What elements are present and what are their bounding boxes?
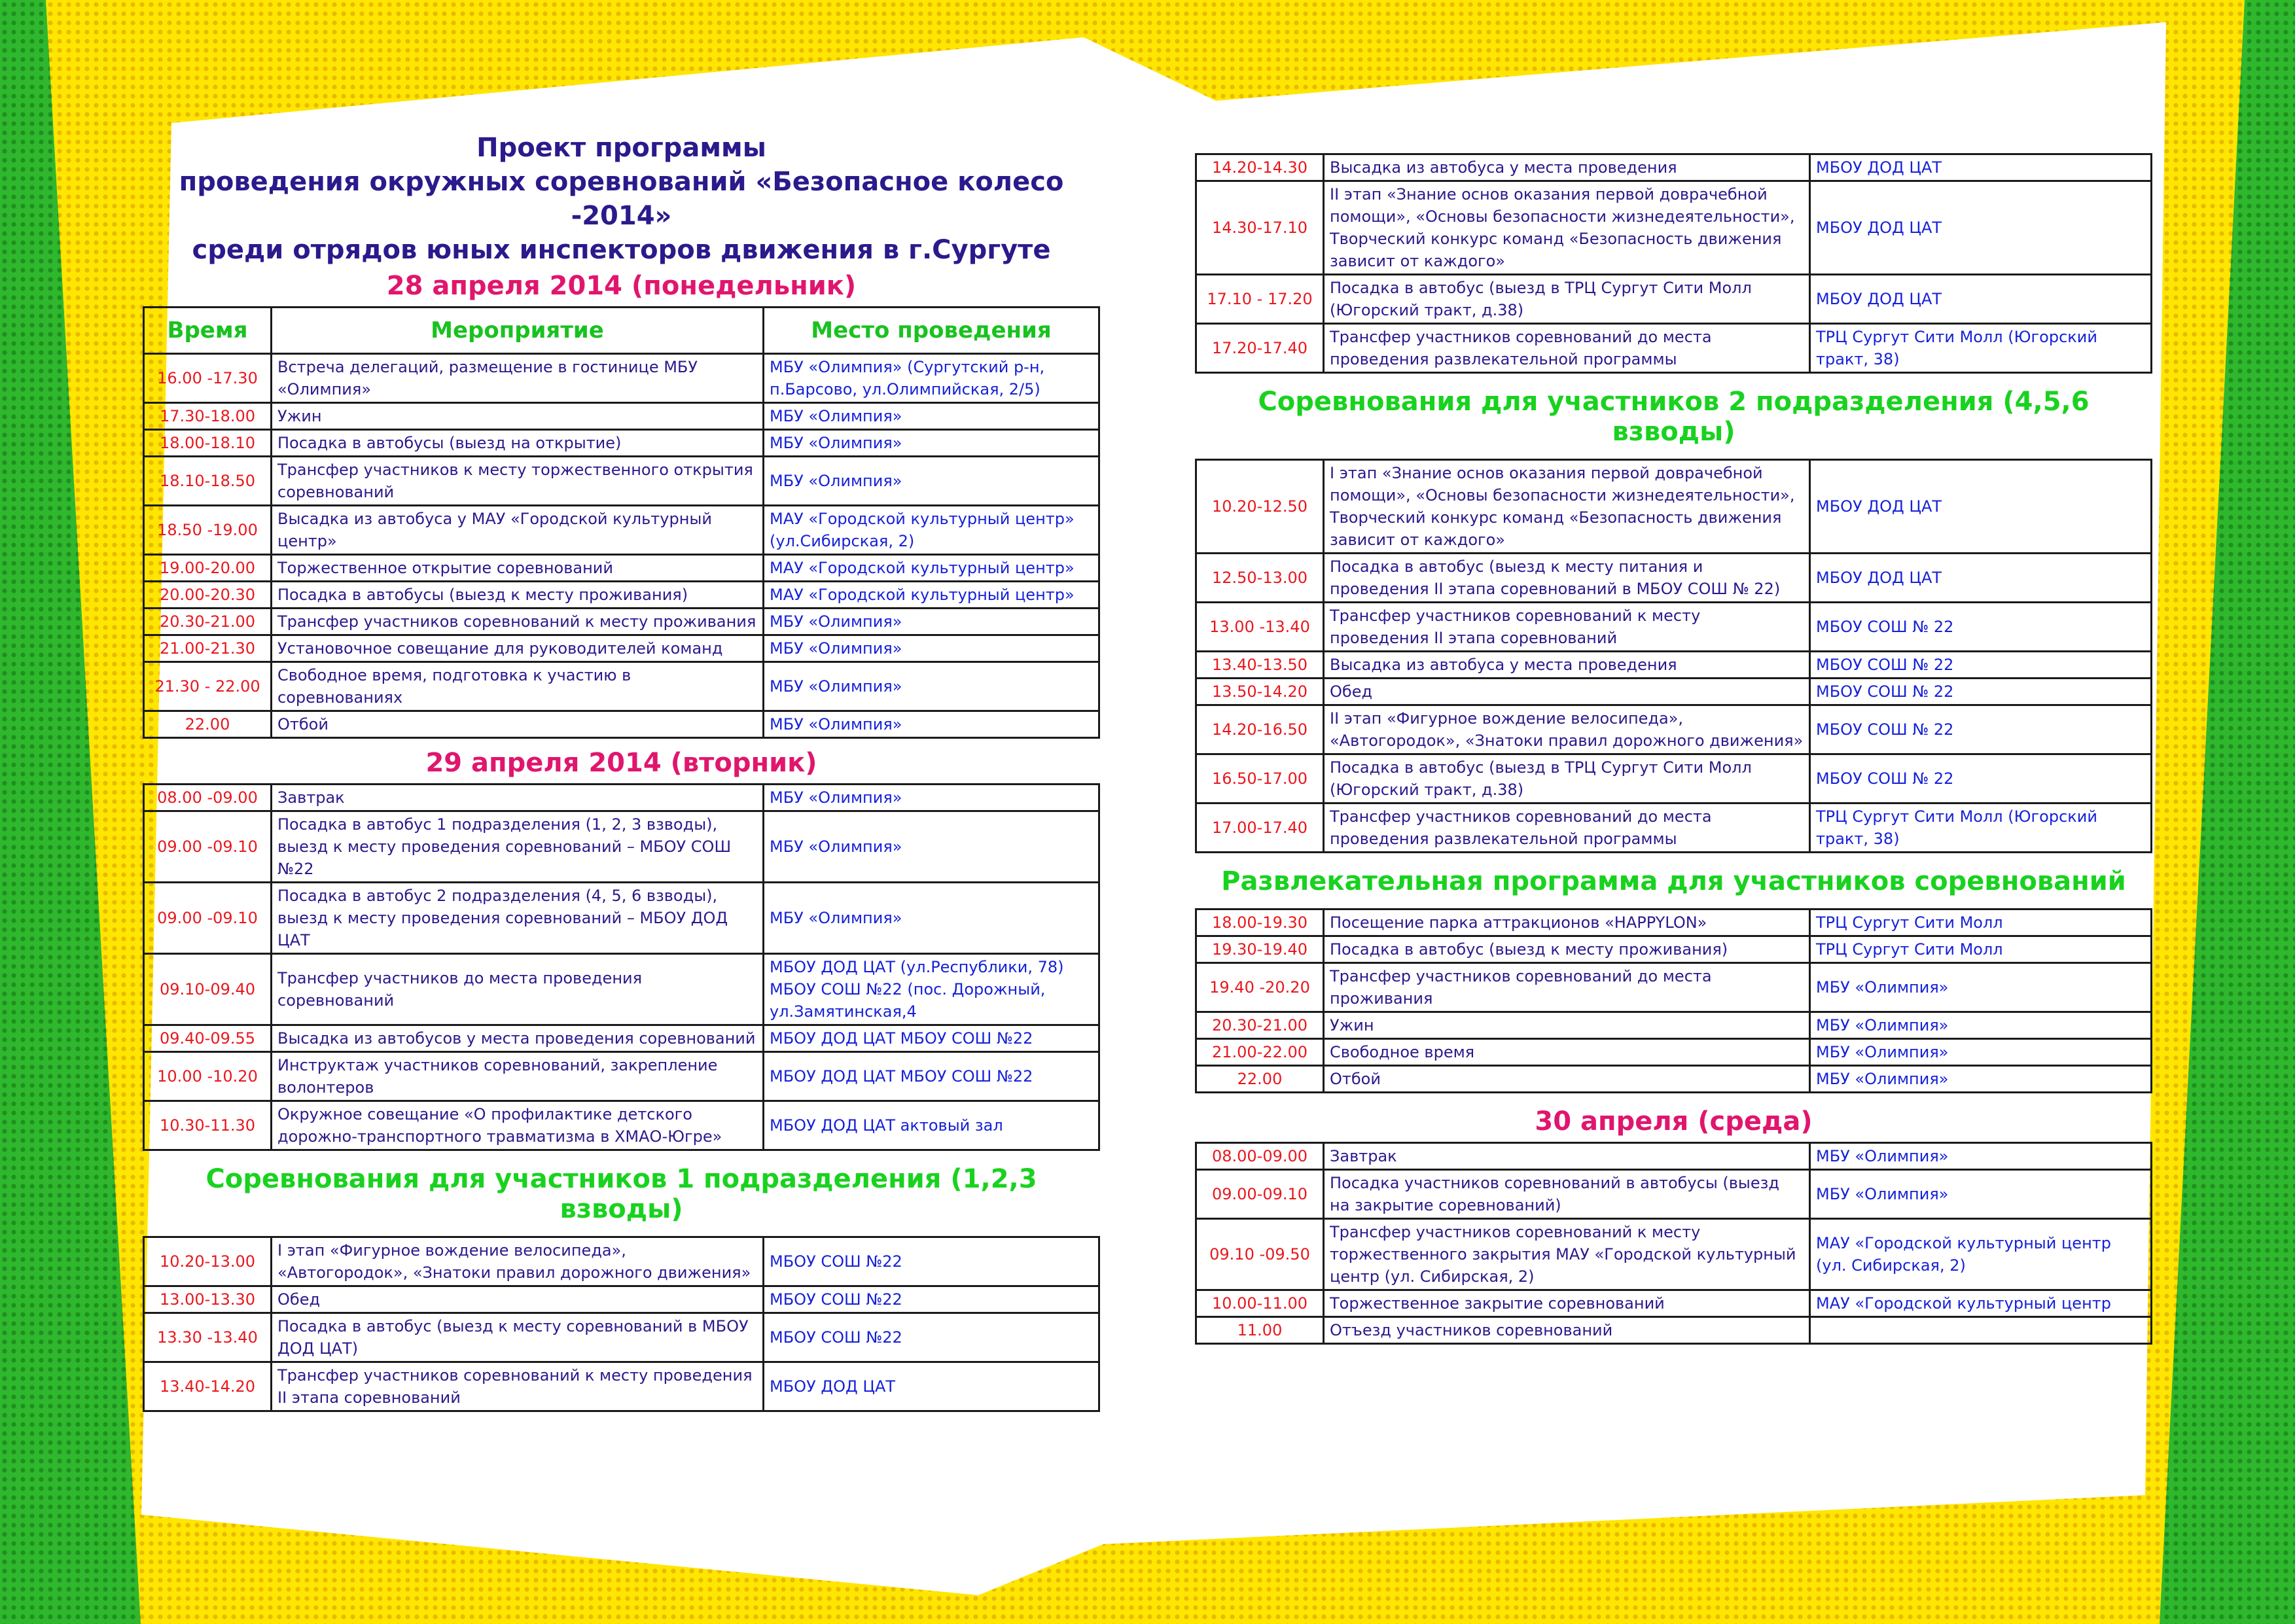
- schedule-place: МБУ «Олимпия»: [1810, 1143, 2152, 1170]
- schedule-place: МБУ «Олимпия»: [764, 457, 1099, 506]
- schedule-time: 18.10-18.50: [144, 457, 272, 506]
- schedule-time: 21.30 - 22.00: [144, 662, 272, 711]
- day3-table: [1195, 1142, 2152, 1345]
- title-line-1: Проект программы: [476, 133, 766, 163]
- schedule-event: Завтрак: [272, 785, 764, 811]
- schedule-event: Высадка из автобуса у места проведения: [1324, 154, 1810, 181]
- schedule-event: Отбой: [272, 711, 764, 738]
- schedule-place: МБОУ ДОД ЦАТ: [1810, 554, 2152, 603]
- section1-rows: [144, 1237, 1099, 1411]
- day3-rows: [1196, 1143, 2152, 1344]
- schedule-place: МБОУ ДОД ЦАТ актовый зал: [764, 1101, 1099, 1150]
- schedule-place: МБОУ СОШ № 22: [1810, 679, 2152, 705]
- schedule-place: МБУ «Олимпия»: [764, 609, 1099, 635]
- schedule-time: 18.00-19.30: [1196, 909, 1324, 936]
- schedule-time: 09.10 -09.50: [1196, 1219, 1324, 1290]
- section2-table: [1195, 459, 2152, 853]
- table-row: [144, 662, 1099, 711]
- schedule-event: Посадка в автобусы (выезд на открытие): [272, 430, 764, 457]
- schedule-place: МАУ «Городской культурный центр» (ул.Сибирская, 2): [764, 506, 1099, 555]
- schedule-time: 19.00-20.00: [144, 555, 272, 582]
- schedule-event: Посадка участников соревнований в автобусы (выезд на закрытие соревнований): [1324, 1170, 1810, 1219]
- document-title: [143, 131, 1100, 267]
- schedule-place: ТРЦ Сургут Сити Молл (Югорский тракт, 38): [1810, 324, 2152, 373]
- schedule-event: Торжественное открытие соревнований: [272, 555, 764, 582]
- day1-table: [143, 306, 1100, 739]
- table-row: [1196, 679, 2152, 705]
- schedule-place: МБУ «Олимпия»: [764, 883, 1099, 954]
- schedule-time: 10.00 -10.20: [144, 1052, 272, 1101]
- table-row: [1196, 1143, 2152, 1170]
- schedule-place: МАУ «Городской культурный центр: [1810, 1290, 2152, 1317]
- schedule-event: Трансфер участников соревнований к месту проведения II этапа соревнований: [1324, 603, 1810, 652]
- schedule-place: МБУ «Олимпия»: [1810, 1012, 2152, 1039]
- header-event: Мероприятие: [272, 308, 764, 354]
- schedule-time: 10.20-12.50: [1196, 460, 1324, 554]
- schedule-time: 13.40-13.50: [1196, 652, 1324, 679]
- table-row: [1196, 554, 2152, 603]
- schedule-place: МБУ «Олимпия»: [764, 403, 1099, 430]
- section2-rows: [1196, 460, 2152, 853]
- schedule-time: 09.00-09.10: [1196, 1170, 1324, 1219]
- schedule-event: Отъезд участников соревнований: [1324, 1317, 1810, 1344]
- table-row: [1196, 754, 2152, 803]
- schedule-event: Трансфер участников к месту торжественного открытия соревнований: [272, 457, 764, 506]
- schedule-event: Трансфер участников соревнований до места проживания: [1324, 963, 1810, 1012]
- table-row: [1196, 963, 2152, 1012]
- schedule-place: МАУ «Городской культурный центр»: [764, 582, 1099, 609]
- table-row: [1196, 705, 2152, 754]
- schedule-time: 13.00-13.30: [144, 1286, 272, 1313]
- schedule-time: 13.40-14.20: [144, 1362, 272, 1411]
- schedule-time: 19.30-19.40: [1196, 936, 1324, 963]
- schedule-event: Свободное время, подготовка к участию в соревнованиях: [272, 662, 764, 711]
- schedule-time: 10.30-11.30: [144, 1101, 272, 1150]
- table-row: [1196, 1039, 2152, 1066]
- schedule-event: Встреча делегаций, размещение в гостинице МБУ «Олимпия»: [272, 354, 764, 403]
- schedule-time: 13.30 -13.40: [144, 1313, 272, 1362]
- schedule-time: 17.10 - 17.20: [1196, 275, 1324, 324]
- schedule-time: 18.50 -19.00: [144, 506, 272, 555]
- table-row: [144, 609, 1099, 635]
- table-row: [144, 954, 1099, 1025]
- schedule-event: Торжественное закрытие соревнований: [1324, 1290, 1810, 1317]
- schedule-event: I этап «Фигурное вождение велосипеда», «Автогородок», «Знатоки правил дорожного движения»: [272, 1237, 764, 1286]
- schedule-time: 10.00-11.00: [1196, 1290, 1324, 1317]
- schedule-place: ТРЦ Сургут Сити Молл: [1810, 936, 2152, 963]
- table-row: [1196, 1012, 2152, 1039]
- table-row: [1196, 652, 2152, 679]
- schedule-place: МБУ «Олимпия»: [764, 430, 1099, 457]
- table-row: [144, 1313, 1099, 1362]
- table-row: [144, 354, 1099, 403]
- schedule-time: 11.00: [1196, 1317, 1324, 1344]
- schedule-time: 08.00 -09.00: [144, 785, 272, 811]
- schedule-place: МБУ «Олимпия»: [1810, 1066, 2152, 1093]
- table-row: [144, 811, 1099, 883]
- day2-heading: 29 апреля 2014 (вторник): [425, 748, 817, 778]
- table-row: [1196, 1219, 2152, 1290]
- table-row: [144, 457, 1099, 506]
- table-row: [1196, 1066, 2152, 1093]
- schedule-time: 20.30-21.00: [1196, 1012, 1324, 1039]
- schedule-time: 13.00 -13.40: [1196, 603, 1324, 652]
- table-row: [1196, 936, 2152, 963]
- schedule-time: 22.00: [144, 711, 272, 738]
- table-row: [144, 430, 1099, 457]
- table-row: [1196, 324, 2152, 373]
- schedule-place: МБУ «Олимпия»: [764, 711, 1099, 738]
- table-header-row: [144, 308, 1099, 354]
- schedule-place: МБОУ ДОД ЦАТ (ул.Республики, 78) МБОУ СОШ №22 (пос. Дорожный, ул.Замятинская,4: [764, 954, 1099, 1025]
- schedule-event: Обед: [1324, 679, 1810, 705]
- table-row: [144, 1286, 1099, 1313]
- schedule-place: МБОУ СОШ № 22: [1810, 705, 2152, 754]
- table-row: [144, 403, 1099, 430]
- schedule-time: 22.00: [1196, 1066, 1324, 1093]
- schedule-event: Высадка из автобуса у МАУ «Городской культурный центр»: [272, 506, 764, 555]
- section3-table: [1195, 908, 2152, 1093]
- schedule-time: 08.00-09.00: [1196, 1143, 1324, 1170]
- schedule-time: 14.20-16.50: [1196, 705, 1324, 754]
- table-row: [1196, 1317, 2152, 1344]
- schedule-place: МБУ «Олимпия» (Сургутский р-н, п.Барсово, ул.Олимпийская, 2/5): [764, 354, 1099, 403]
- right-page: [1195, 153, 2152, 1345]
- schedule-time: 10.20-13.00: [144, 1237, 272, 1286]
- schedule-event: Посадка в автобус (выезд к месту питания и проведения II этапа соревнований в МБОУ СОШ № 22): [1324, 554, 1810, 603]
- schedule-event: Ужин: [272, 403, 764, 430]
- table-row: [1196, 275, 2152, 324]
- schedule-place: МБОУ ДОД ЦАТ: [1810, 181, 2152, 275]
- schedule-place: МБУ «Олимпия»: [1810, 1170, 2152, 1219]
- schedule-event: Высадка из автобуса у места проведения: [1324, 652, 1810, 679]
- schedule-place: ТРЦ Сургут Сити Молл: [1810, 909, 2152, 936]
- schedule-event: I этап «Знание основ оказания первой доврачебной помощи», «Основы безопасности жизнедеятельности», Творческий конкурс команд «Безопасность движения зависит от каждого»: [1324, 460, 1810, 554]
- table-row: [1196, 181, 2152, 275]
- schedule-place: МБУ «Олимпия»: [1810, 1039, 2152, 1066]
- section1-heading: Соревнования для участников 1 подразделения (1,2,3 взводы): [205, 1164, 1037, 1224]
- schedule-place: МБОУ ДОД ЦАТ МБОУ СОШ №22: [764, 1052, 1099, 1101]
- table-row: [144, 1101, 1099, 1150]
- table-row: [1196, 460, 2152, 554]
- schedule-place: МБОУ СОШ № 22: [1810, 754, 2152, 803]
- schedule-event: Ужин: [1324, 1012, 1810, 1039]
- header-place: Место проведения: [764, 308, 1099, 354]
- schedule-event: Свободное время: [1324, 1039, 1810, 1066]
- schedule-place: МБОУ ДОД ЦАТ: [1810, 154, 2152, 181]
- schedule-event: II этап «Знание основ оказания первой доврачебной помощи», «Основы безопасности жизнедеятельности», Творческий конкурс команд «Безопасность движения зависит от каждого»: [1324, 181, 1810, 275]
- schedule-place: [1810, 1317, 2152, 1344]
- schedule-place: МБОУ СОШ №22: [764, 1286, 1099, 1313]
- table-row: [1196, 154, 2152, 181]
- table-row: [144, 1237, 1099, 1286]
- schedule-time: 20.00-20.30: [144, 582, 272, 609]
- schedule-time: 14.30-17.10: [1196, 181, 1324, 275]
- schedule-time: 16.50-17.00: [1196, 754, 1324, 803]
- schedule-event: Высадка из автобусов у места проведения соревнований: [272, 1025, 764, 1052]
- schedule-event: Обед: [272, 1286, 764, 1313]
- table-row: [144, 711, 1099, 738]
- table-row: [144, 785, 1099, 811]
- schedule-time: 17.20-17.40: [1196, 324, 1324, 373]
- section3-heading: Развлекательная программа для участников соревнований: [1221, 866, 2126, 896]
- table-row: [1196, 603, 2152, 652]
- schedule-event: Посадка в автобус (выезд в ТРЦ Сургут Сити Молл (Югорский тракт, д.38): [1324, 754, 1810, 803]
- table-row: [144, 1025, 1099, 1052]
- schedule-event: Трансфер участников соревнований до места проведения развлекательной программы: [1324, 324, 1810, 373]
- schedule-place: МБОУ ДОД ЦАТ МБОУ СОШ №22: [764, 1025, 1099, 1052]
- section3-rows: [1196, 909, 2152, 1093]
- schedule-place: МБУ «Олимпия»: [764, 635, 1099, 662]
- table-row: [1196, 1170, 2152, 1219]
- schedule-place: МАУ «Городской культурный центр (ул. Сибирская, 2): [1810, 1219, 2152, 1290]
- table-row: [1196, 1290, 2152, 1317]
- schedule-place: МБУ «Олимпия»: [1810, 963, 2152, 1012]
- schedule-event: Установочное совещание для руководителей команд: [272, 635, 764, 662]
- day1-heading: 28 апреля 2014 (понедельник): [386, 271, 857, 301]
- schedule-place: МБОУ СОШ №22: [764, 1313, 1099, 1362]
- table-row: [144, 555, 1099, 582]
- schedule-event: Посадка в автобус 2 подразделения (4, 5, 6 взводы), выезд к месту проведения соревнований – МБОУ ДОД ЦАТ: [272, 883, 764, 954]
- table-row: [144, 883, 1099, 954]
- schedule-time: 14.20-14.30: [1196, 154, 1324, 181]
- table-row: [144, 1362, 1099, 1411]
- left-page: [143, 131, 1100, 1412]
- schedule-time: 13.50-14.20: [1196, 679, 1324, 705]
- schedule-place: МБУ «Олимпия»: [764, 811, 1099, 883]
- schedule-event: Посадка в автобус (выезд в ТРЦ Сургут Сити Молл (Югорский тракт, д.38): [1324, 275, 1810, 324]
- schedule-event: Трансфер участников соревнований к месту проживания: [272, 609, 764, 635]
- schedule-event: Посещение парка аттракционов «HAPPYLON»: [1324, 909, 1810, 936]
- header-time: Время: [144, 308, 272, 354]
- schedule-time: 18.00-18.10: [144, 430, 272, 457]
- schedule-time: 21.00-22.00: [1196, 1039, 1324, 1066]
- schedule-event: Трансфер участников соревнований к месту торжественного закрытия МАУ «Городской культурный центр (ул. Сибирская, 2): [1324, 1219, 1810, 1290]
- table-row: [144, 635, 1099, 662]
- schedule-time: 09.40-09.55: [144, 1025, 272, 1052]
- schedule-event: II этап «Фигурное вождение велосипеда», «Автогородок», «Знатоки правил дорожного движения»: [1324, 705, 1810, 754]
- day2-table: [143, 783, 1100, 1151]
- table-row: [1196, 803, 2152, 853]
- schedule-event: Инструктаж участников соревнований, закрепление волонтеров: [272, 1052, 764, 1101]
- day2-rows: [144, 785, 1099, 1150]
- continuation-rows: [1196, 154, 2152, 373]
- schedule-place: МБОУ СОШ №22: [764, 1237, 1099, 1286]
- section1-table: [143, 1236, 1100, 1412]
- schedule-time: 09.00 -09.10: [144, 811, 272, 883]
- schedule-event: Трансфер участников соревнований к месту проведения II этапа соревнований: [272, 1362, 764, 1411]
- day1-rows: [144, 354, 1099, 738]
- schedule-event: Посадка в автобус 1 подразделения (1, 2, 3 взводы), выезд к месту проведения соревнований – МБОУ СОШ №22: [272, 811, 764, 883]
- schedule-event: Окружное совещание «О профилактике детского дорожно-транспортного травматизма в ХМАО-Югре»: [272, 1101, 764, 1150]
- schedule-place: МБУ «Олимпия»: [764, 662, 1099, 711]
- schedule-time: 17.00-17.40: [1196, 803, 1324, 853]
- schedule-place: МАУ «Городской культурный центр»: [764, 555, 1099, 582]
- schedule-place: МБОУ СОШ № 22: [1810, 603, 2152, 652]
- schedule-event: Посадка в автобусы (выезд к месту проживания): [272, 582, 764, 609]
- schedule-place: ТРЦ Сургут Сити Молл (Югорский тракт, 38): [1810, 803, 2152, 853]
- schedule-time: 16.00 -17.30: [144, 354, 272, 403]
- schedule-time: 21.00-21.30: [144, 635, 272, 662]
- schedule-event: Посадка в автобус (выезд к месту проживания): [1324, 936, 1810, 963]
- schedule-event: Посадка в автобус (выезд к месту соревнований в МБОУ ДОД ЦАТ): [272, 1313, 764, 1362]
- schedule-place: МБУ «Олимпия»: [764, 785, 1099, 811]
- table-row: [144, 1052, 1099, 1101]
- schedule-time: 17.30-18.00: [144, 403, 272, 430]
- schedule-place: МБОУ ДОД ЦАТ: [1810, 460, 2152, 554]
- schedule-event: Трансфер участников соревнований до места проведения развлекательной программы: [1324, 803, 1810, 853]
- section2-heading: Соревнования для участников 2 подразделения (4,5,6 взводы): [1258, 387, 2090, 447]
- continuation-table: [1195, 153, 2152, 374]
- schedule-place: МБОУ СОШ № 22: [1810, 652, 2152, 679]
- schedule-time: 20.30-21.00: [144, 609, 272, 635]
- table-row: [144, 506, 1099, 555]
- table-row: [1196, 909, 2152, 936]
- title-line-3: среди отрядов юных инспекторов движения в г.Сургуте: [192, 235, 1051, 265]
- schedule-event: Трансфер участников до места проведения соревнований: [272, 954, 764, 1025]
- schedule-event: Отбой: [1324, 1066, 1810, 1093]
- schedule-time: 12.50-13.00: [1196, 554, 1324, 603]
- schedule-place: МБОУ ДОД ЦАТ: [1810, 275, 2152, 324]
- schedule-place: МБОУ ДОД ЦАТ: [764, 1362, 1099, 1411]
- table-row: [144, 582, 1099, 609]
- schedule-time: 09.10-09.40: [144, 954, 272, 1025]
- day3-heading: 30 апреля (среда): [1535, 1106, 1813, 1137]
- schedule-time: 09.00 -09.10: [144, 883, 272, 954]
- schedule-time: 19.40 -20.20: [1196, 963, 1324, 1012]
- title-line-2: проведения окружных соревнований «Безопасное колесо -2014»: [179, 167, 1064, 231]
- schedule-event: Завтрак: [1324, 1143, 1810, 1170]
